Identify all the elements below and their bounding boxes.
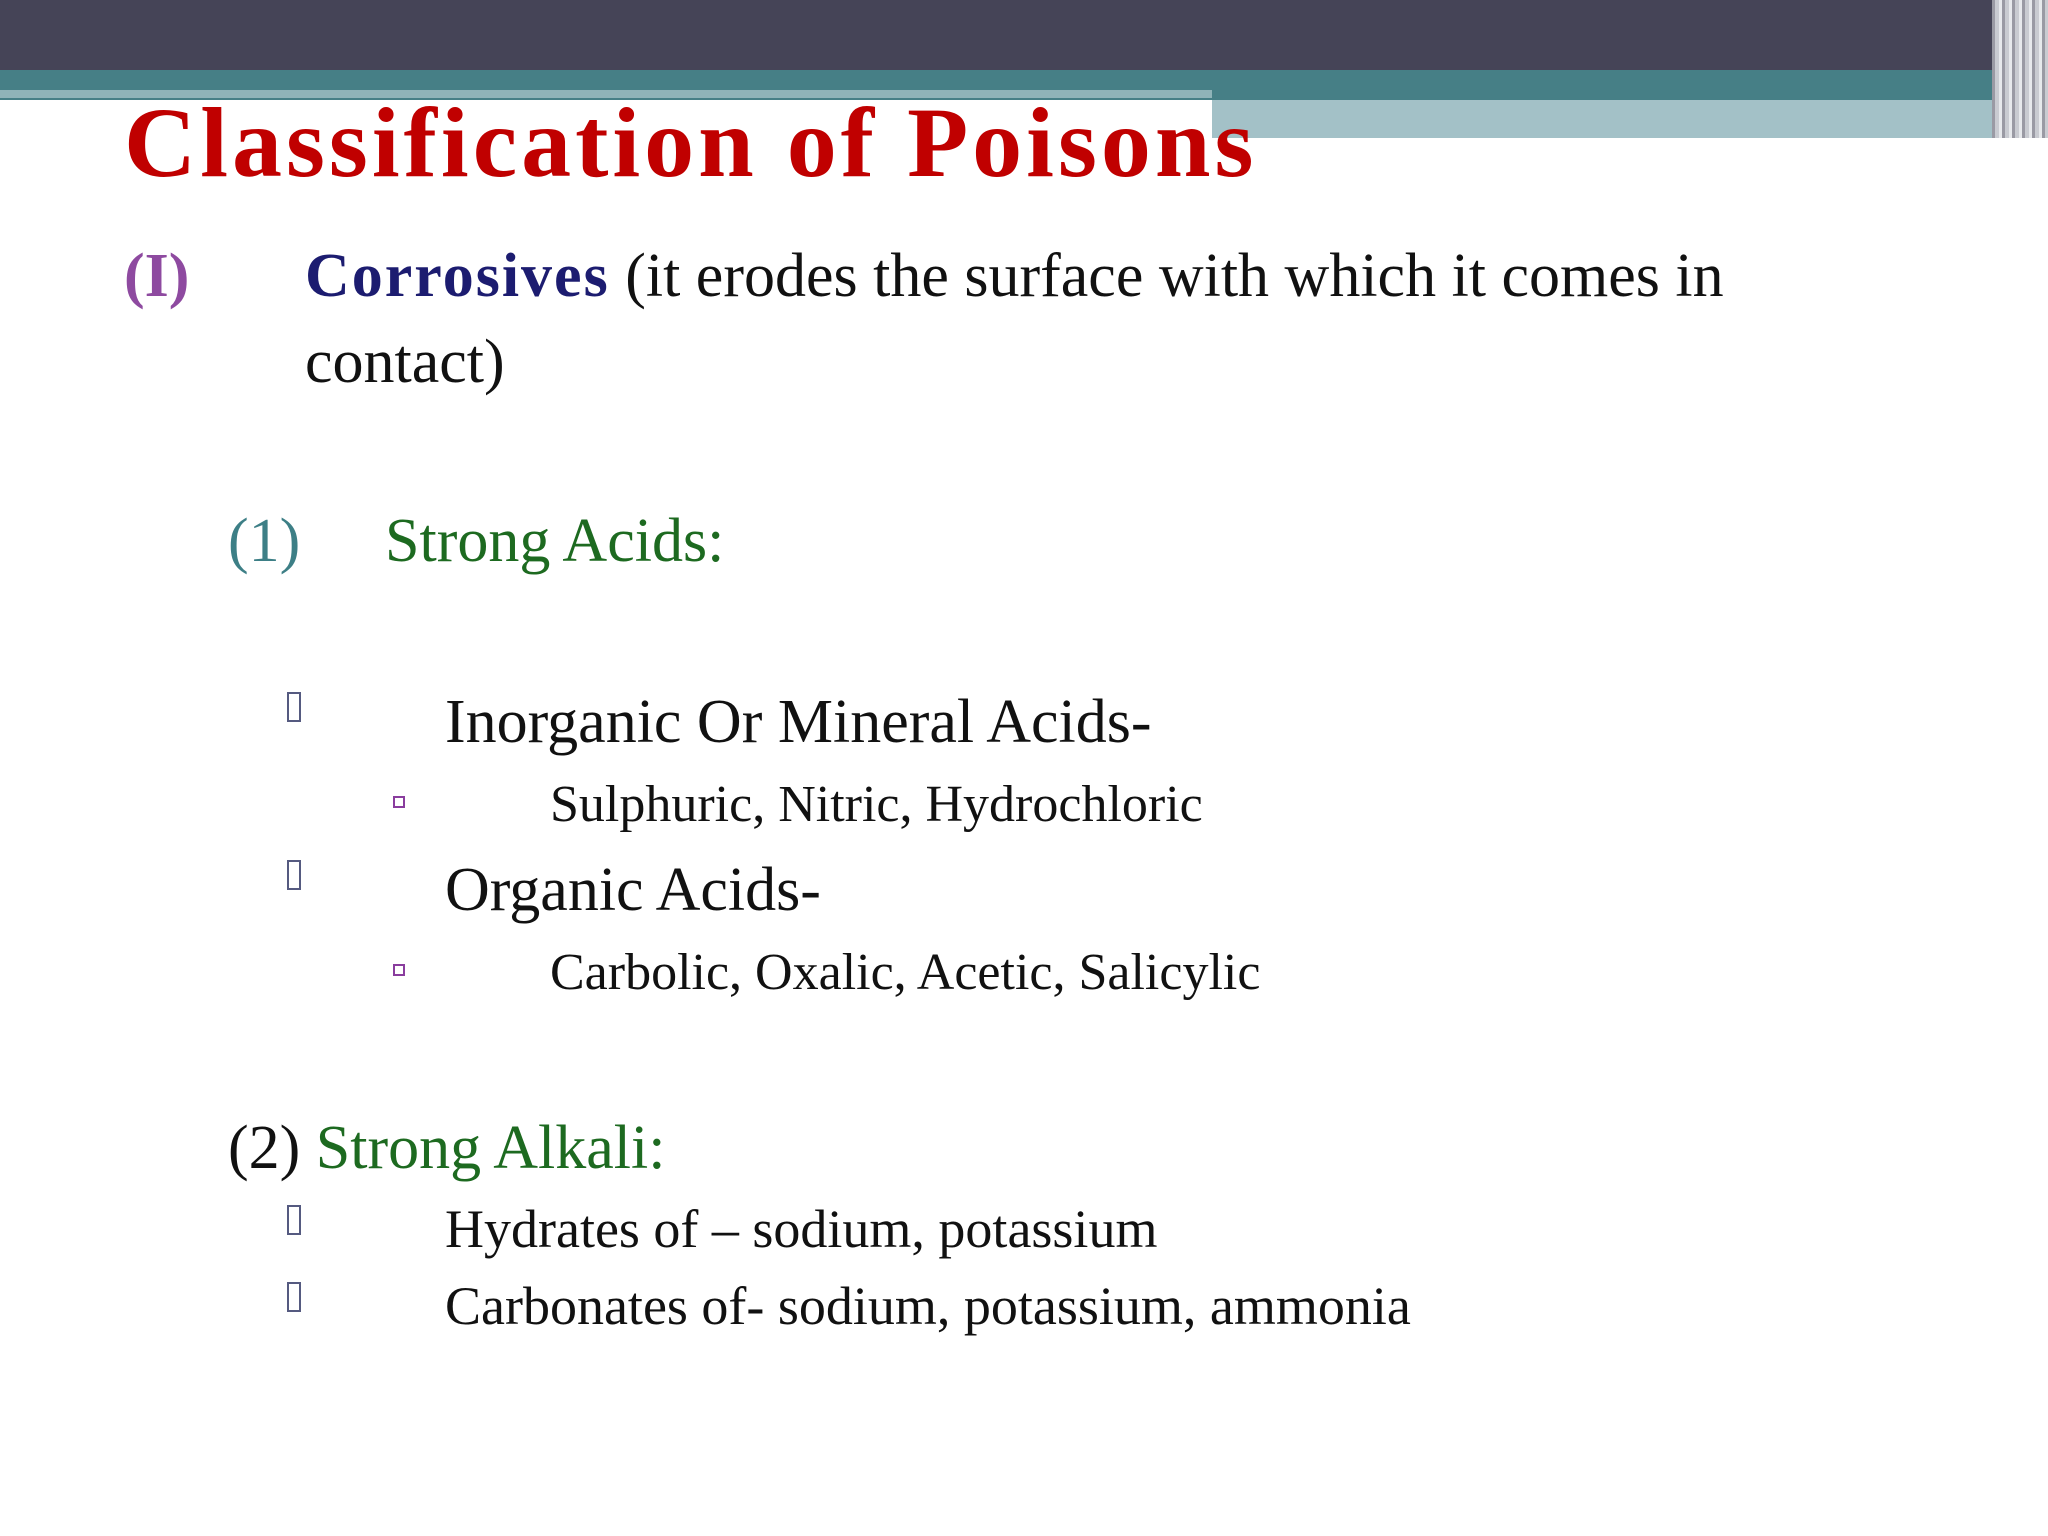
corrosives-term: Corrosives <box>305 242 610 310</box>
alkali-heading <box>228 1112 665 1184</box>
small-square-bullet-icon <box>393 796 405 808</box>
alkali-number: (2) <box>228 1114 301 1182</box>
acids-heading: Strong Acids: <box>385 507 725 575</box>
square-bullet-icon <box>287 1205 301 1235</box>
header-band-dark <box>0 0 2048 70</box>
definition-line2: contact) <box>305 328 505 396</box>
section-number: (I) <box>124 242 190 310</box>
alkali-item-hydrates: Hydrates of – sodium, potassium <box>445 1199 1158 1259</box>
acids-number: (1) <box>228 507 301 575</box>
acid-examples-inorganic: Sulphuric, Nitric, Hydrochloric <box>550 776 1203 833</box>
definition-line1: (it erodes the surface with which it comes in <box>609 242 1724 310</box>
header-edge-stripes <box>1992 0 2048 138</box>
corrosives-definition <box>305 240 1724 312</box>
square-bullet-icon <box>287 692 301 722</box>
acid-category-inorganic: Inorganic Or Mineral Acids- <box>445 688 1152 756</box>
alkali-item-carbonates: Carbonates of- sodium, potassium, ammonia <box>445 1276 1411 1336</box>
small-square-bullet-icon <box>393 964 405 976</box>
slide-title: Classification of Poisons <box>124 87 1258 198</box>
square-bullet-icon <box>287 860 301 890</box>
acid-category-organic: Organic Acids- <box>445 856 821 924</box>
header-band-light <box>1212 100 2048 138</box>
acid-examples-organic: Carbolic, Oxalic, Acetic, Salicylic <box>550 944 1261 1001</box>
alkali-heading-text: Strong Alkali: <box>300 1114 666 1182</box>
square-bullet-icon <box>287 1282 301 1312</box>
